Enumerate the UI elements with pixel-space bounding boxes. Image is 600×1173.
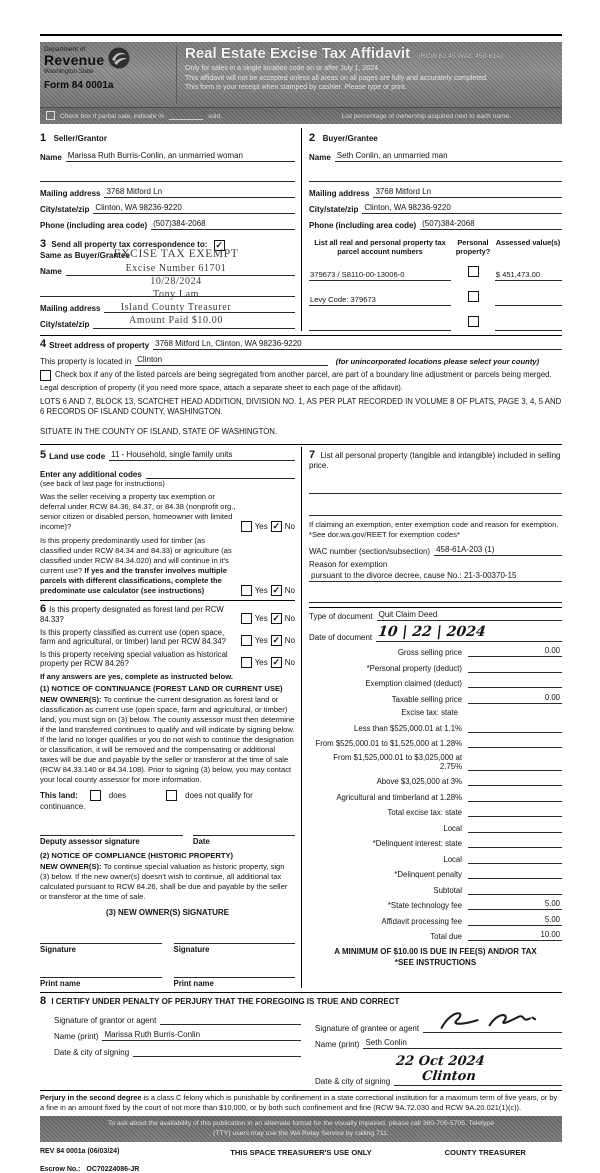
tax-line-label: Less than $525,000.01 at 1.1% xyxy=(354,723,462,733)
gross-selling-price-field[interactable]: 0.00 xyxy=(468,646,562,657)
grantor-name-field[interactable]: Marissa Ruth Burris-Conlin xyxy=(102,1030,301,1041)
does-not-label: does not qualify for xyxy=(185,791,253,801)
section-4-number: 4 xyxy=(40,338,47,350)
type-of-document-label: Type of document xyxy=(309,611,373,621)
section-7-number: 7 xyxy=(309,448,316,461)
seller-mailing-field[interactable]: 3768 Mitford Ln xyxy=(104,187,295,198)
s5-question-2 xyxy=(40,536,237,596)
escrow-number: OC70224086-JR xyxy=(86,1165,140,1173)
s6-p2-bold: NEW OWNER(S): xyxy=(40,862,102,872)
levy-code-field[interactable]: Levy Code: 379673 xyxy=(309,295,451,306)
tax-computation xyxy=(309,610,562,968)
reason-exemption-label: Reason for exemption xyxy=(309,559,388,569)
grantor-name-label: Name (print) xyxy=(54,1032,99,1042)
seller-csz-field[interactable]: Clinton, WA 98236-9220 xyxy=(93,203,295,214)
new-owner-print-field-1[interactable] xyxy=(40,967,162,978)
s6-q1-yes-checkbox[interactable] xyxy=(241,613,252,624)
exemption-claimed-field[interactable] xyxy=(468,677,562,688)
deputy-date-label: Date xyxy=(192,837,210,847)
buyer-mailing-label: Mailing address xyxy=(309,189,370,198)
parcel-table xyxy=(309,238,562,331)
agency-name: Revenue xyxy=(44,52,105,68)
sections-1-2-3 xyxy=(40,128,562,331)
s6-p1-text: To continue the current designation as forest land or classification as current use (open space, farm and agricultural, or timber) land, you must sign on (3) below. The county assessor must then determine if the land transferred continues to qualify and will indicate by signing below. If the land no longer qualifies or you do not wish to continue the designation or classification, it will be removed and the compensating or additional taxes will be due and payable by the seller or transferor at the time of sale (RCW 84.33.140 or 84.34.108). Prior to signing (3) below, you may contact your local county assessor for more information. xyxy=(40,695,295,785)
s6-question-3: Is this property receiving special valuation as historical property per RCW 84.26? xyxy=(40,650,228,669)
no-label: No xyxy=(284,586,295,596)
header-instruction-1: Only for sales in a single location code on or after July 1, 2024. xyxy=(185,64,380,72)
stamp-line-1: EXCISE TAX EXEMPT xyxy=(113,248,239,260)
section-6-number: 6 xyxy=(40,603,47,616)
grantor-date-label: Date & city of signing xyxy=(54,1048,130,1058)
land-use-label: Land use code xyxy=(49,451,106,461)
footer-row xyxy=(40,1148,562,1157)
delinquent-penalty-field[interactable] xyxy=(468,868,562,879)
state-technology-fee-field[interactable]: 5.00 xyxy=(468,899,562,910)
excise-tax-state-header: Excise tax: state xyxy=(401,708,458,718)
tax-line-label: Total due xyxy=(430,932,462,942)
deputy-assessor-signature-label: Deputy assessor signature xyxy=(40,837,140,847)
personal-property-col-header: Personal property? xyxy=(455,238,491,256)
seller-mailing-label: Mailing address xyxy=(40,189,101,198)
no-label: No xyxy=(284,521,295,531)
yes-label: Yes xyxy=(254,521,268,531)
section-5-number: 5 xyxy=(40,448,47,461)
s6-paragraph-1 xyxy=(40,695,295,785)
seller-name-extra-field[interactable] xyxy=(40,171,295,182)
section-1 xyxy=(40,128,295,230)
additional-codes-field[interactable] xyxy=(146,468,295,479)
s5-q2-yes-checkbox[interactable] xyxy=(241,585,252,596)
section-3-number: 3 xyxy=(40,238,47,250)
tax-line-label: Local xyxy=(443,823,462,833)
s6-heading-3: (3) NEW OWNER(S) SIGNATURE xyxy=(106,908,229,918)
taxable-selling-price-field[interactable]: 0.00 xyxy=(468,693,562,704)
stamp-line-6: Amount Paid $10.00 xyxy=(129,314,223,326)
seller-name-field[interactable]: Marissa Ruth Burris-Conlin, an unmarried woman xyxy=(66,151,295,162)
grantor-signature-label: Signature of grantor or agent xyxy=(54,1016,157,1026)
no-label: No xyxy=(284,658,295,668)
grantee-date-label: Date & city of signing xyxy=(315,1077,391,1087)
rate-1-field[interactable] xyxy=(468,722,562,733)
grantee-date-handwriting: 22 Oct 2024 xyxy=(395,1054,486,1070)
affidavit-form xyxy=(40,34,562,1173)
signature-label-2: Signature xyxy=(173,945,210,955)
s6-q3-yes-checkbox[interactable] xyxy=(241,657,252,668)
rate-2-field[interactable] xyxy=(468,737,562,748)
s6-q1-no-checkbox[interactable]: ✓ xyxy=(272,613,281,624)
perjury-bold: Perjury in the second degree xyxy=(40,1093,142,1103)
deputy-assessor-signature-field[interactable] xyxy=(40,825,183,836)
same-as-buyer-label: Same as Buyer/Grantee xyxy=(40,251,130,260)
yes-label: Yes xyxy=(254,614,268,624)
tax-line-label: From $525,000.01 to $1,525,000 at 1.28% xyxy=(315,739,462,749)
reason-exemption-field-2[interactable] xyxy=(309,592,562,603)
seller-phone-label: Phone (including area code) xyxy=(40,221,148,230)
title-block xyxy=(177,46,556,104)
s7-intro: List all personal property (tangible and intangible) included in selling price. xyxy=(309,450,561,470)
form-header xyxy=(40,42,562,107)
buyer-csz-label: City/state/zip xyxy=(309,205,359,214)
delinquent-interest-field[interactable] xyxy=(468,837,562,848)
local-field-2[interactable] xyxy=(468,853,562,864)
s6-note: If any answers are yes, complete as instructed below. xyxy=(40,672,234,682)
buyer-mailing-field[interactable]: 3768 Mitford Ln xyxy=(373,187,562,198)
header-instructions xyxy=(185,64,556,93)
stamp-line-3: 10/28/2024 xyxy=(150,275,202,287)
grantee-signature-field[interactable] xyxy=(423,1009,562,1033)
segregated-text: Check box if any of the listed parcels are being segregated from another parcel, are part of a boundary line adjustment or parcels being merged. xyxy=(55,370,552,379)
exemption-note: If claiming an exemption, enter exemption code and reason for exemption. *See dor.wa.gov/REET for exemption codes* xyxy=(309,519,559,539)
s6-q3-no-checkbox[interactable]: ✓ xyxy=(272,657,281,668)
section-7 xyxy=(309,449,562,603)
no-label: No xyxy=(284,636,295,646)
s5-q1-yes-checkbox[interactable] xyxy=(241,521,252,532)
seller-name-label: Name xyxy=(40,153,62,162)
form-title xyxy=(185,46,556,62)
personal-property-field-1[interactable] xyxy=(309,483,562,494)
corr-csz-field[interactable] xyxy=(93,318,295,329)
parcel-row xyxy=(309,263,562,281)
s6-question-2: Is this property classified as current use (open space, farm and agricultural, or timber) land per RCW 84.34? xyxy=(40,628,226,647)
see-instructions-note: *SEE INSTRUCTIONS xyxy=(394,958,477,968)
s6-question-1: Is this property designated as forest land per RCW 84.33? xyxy=(40,605,224,625)
yes-label: Yes xyxy=(254,586,268,596)
buyer-name-label: Name xyxy=(309,153,331,162)
personal-property-checkbox-3[interactable] xyxy=(468,316,479,327)
section-2-title: Buyer/Grantee xyxy=(322,134,378,143)
corr-name-field[interactable] xyxy=(66,265,295,276)
stamp-line-5: Island County Treasurer xyxy=(120,301,232,313)
seller-csz-label: City/state/zip xyxy=(40,205,90,214)
unincorporated-note: (for unincorporated locations please select your county) xyxy=(335,357,540,366)
parcel-number-field-3[interactable] xyxy=(309,320,451,331)
s6-q2-yes-checkbox[interactable] xyxy=(241,635,252,646)
tax-line-label: Above $3,025,000 at 3% xyxy=(376,777,462,787)
corr-mailing-label: Mailing address xyxy=(40,304,101,313)
tax-line-label: *State technology fee xyxy=(387,901,462,911)
tax-line-label: *Delinquent interest: state xyxy=(372,839,462,849)
s6-p2-text: To continue special valuation as historic property, sign (3) below. If the new owner(s) doesn't wish to continue, all additional tax calculated pursuant to RCW 84.26, shall be due and payable by the seller or transferor at the time of sale. xyxy=(40,862,288,902)
tax-line-label: Subtotal xyxy=(433,885,462,895)
buyer-phone-label: Phone (including area code) xyxy=(309,221,417,230)
s6-paragraph-2 xyxy=(40,862,295,902)
land-use-field[interactable]: 11 - Household, single family units xyxy=(109,450,295,461)
same-as-buyer-checkbox[interactable]: ✓ xyxy=(215,240,223,250)
divider xyxy=(40,600,295,601)
legal-description-label: Legal description of property (if you need more space, attach a separate sheet to each page of the affidavit). xyxy=(40,383,403,392)
county-treasurer-label: COUNTY TREASURER xyxy=(444,1147,526,1157)
minimum-due-note: A MINIMUM OF $10.00 IS DUE IN FEE(S) AND/OR TAX xyxy=(334,947,537,957)
accessibility-band xyxy=(40,1116,562,1142)
divider xyxy=(40,335,562,336)
agency-state: Washington State xyxy=(44,68,94,75)
tax-line-label: Affidavit processing fee xyxy=(381,916,462,926)
signature-label-1: Signature xyxy=(40,945,76,955)
partial-sale-percent-field[interactable] xyxy=(169,112,203,120)
s5-q1-no-checkbox[interactable]: ✓ xyxy=(272,520,281,531)
perjury-text: is a class C felony which is punishable by confinement in a state correctional institution for a maximum term of five years, or by a fine in an amount fixed by the court of not more than $10,000, or by both such confinement and fine (RCW 9A.72.030 and RCW 9A.20.021(1)(c)). xyxy=(40,1093,558,1113)
divider xyxy=(40,444,562,445)
tax-line-label: Local xyxy=(443,854,462,864)
header-instruction-2: This affidavit will not be accepted unless all areas on all pages are fully and accurately completed. xyxy=(185,74,488,82)
tax-line-label: Total excise tax: state xyxy=(387,808,462,818)
assessed-value-field-3[interactable] xyxy=(495,320,562,331)
street-address-label: Street address of property xyxy=(49,341,150,350)
type-of-document-field[interactable]: Quit Claim Deed xyxy=(377,610,562,621)
continuance-label: continuance. xyxy=(40,802,86,812)
date-of-document-handwriting: 10 | 22 | 2024 xyxy=(377,623,487,640)
s6-p1-bold: NEW OWNER(S): xyxy=(40,695,102,705)
accessibility-line-1: To ask about the availability of this publication in an alternate format for the visually impaired, please call 360-705-5705. Teletype xyxy=(107,1120,494,1128)
personal-property-checkbox-1[interactable] xyxy=(468,266,479,277)
escrow-label: Escrow No.: xyxy=(40,1165,81,1173)
corr-csz-label: City/state/zip xyxy=(40,320,90,329)
section-4 xyxy=(40,338,562,437)
segregated-checkbox[interactable] xyxy=(40,370,51,381)
yes-label: Yes xyxy=(254,636,268,646)
grantee-signature-scrawl xyxy=(433,1009,553,1033)
grantor-signature-field[interactable] xyxy=(160,1014,301,1025)
wac-number-label: WAC number (section/subsection) xyxy=(309,546,431,556)
located-in-label: This property is located in xyxy=(40,357,132,366)
ownership-note: List percentage of ownership acquired next to each name. xyxy=(341,113,511,120)
section-2-number: 2 xyxy=(309,132,316,144)
grantee-name-field[interactable]: Seth Conlin xyxy=(363,1038,562,1049)
print-name-label-2: Print name xyxy=(173,979,214,989)
new-owner-signature-field-2[interactable] xyxy=(174,933,296,944)
section-6 xyxy=(40,603,295,988)
parcel-row xyxy=(309,313,562,331)
section-8 xyxy=(40,995,562,1086)
accessibility-line-2: (TTY) users may use the WA Relay Service by calling 711. xyxy=(213,1130,389,1138)
deputy-date-field[interactable] xyxy=(193,825,295,836)
new-owner-print-field-2[interactable] xyxy=(174,967,296,978)
section-5 xyxy=(40,449,295,596)
form-title-text: Real Estate Excise Tax Affidavit xyxy=(185,45,411,62)
rate-3-field[interactable] xyxy=(468,760,562,771)
agency-dept-line: Department of xyxy=(44,46,86,53)
s6-q2-no-checkbox[interactable]: ✓ xyxy=(272,635,281,646)
seller-phone-field[interactable]: (507)384-2068 xyxy=(151,219,295,230)
buyer-name-extra-field[interactable] xyxy=(309,171,562,182)
section-1-number: 1 xyxy=(40,132,47,144)
assessed-value-field[interactable]: $ 451,473.00 xyxy=(495,270,562,281)
form-number: Form 84 0001a xyxy=(44,80,114,91)
wac-number-field[interactable]: 458-61A-203 (1) xyxy=(434,545,562,556)
print-name-label-1: Print name xyxy=(40,979,81,989)
tax-line-label: Agricultural and timberland at 1.28% xyxy=(336,792,462,802)
does-not-checkbox[interactable] xyxy=(166,790,177,801)
assessed-value-col-header: Assessed value(s) xyxy=(495,238,561,247)
affidavit-processing-fee-field[interactable]: 5.00 xyxy=(468,915,562,926)
tax-line-label: *Delinquent penalty xyxy=(394,870,462,880)
divider xyxy=(40,1090,562,1091)
s5-question-1: Was the seller receiving a property tax exemption or deferral under RCW 84.36, 84.37, or 84.38 (nonprofit org., senior citizen or disabled person, homeowner with limited income)? xyxy=(40,491,236,531)
section-2 xyxy=(309,128,562,230)
s5-q2-regular: Is this property predominantly used for timber (as classified under RCW 84.34 and 84.33) or agriculture (as classified under RCW 84.34.020) and will continue in it's current use? xyxy=(40,535,232,575)
date-of-document-label: Date of document xyxy=(309,632,373,642)
total-excise-state-field[interactable] xyxy=(468,806,562,817)
partial-sale-label: Check box if partial sale, indicate % xyxy=(60,113,165,120)
tax-line-label: From $1,525,000.01 to $3,025,000 at 2.75% xyxy=(333,752,462,771)
top-rule xyxy=(40,34,562,36)
reason-exemption-field[interactable]: pursuant to the divorce decree, cause No.: 21-3-00370-15 xyxy=(309,571,562,582)
treasurer-use-label: THIS SPACE TREASURER'S USE ONLY xyxy=(230,1147,372,1157)
sections-5-6-7 xyxy=(40,447,562,988)
perjury-notice xyxy=(40,1093,562,1113)
rate-4-field[interactable] xyxy=(468,775,562,786)
corr-name-label: Name xyxy=(40,267,62,276)
grantee-name-label: Name (print) xyxy=(315,1040,360,1050)
partial-sale-sold-label: sold. xyxy=(208,113,223,120)
legal-description-1: LOTS 6 AND 7, BLOCK 13, SCATCHET HEAD ADDITION, DIVISION NO. 1, AS PER PLAT RECORDED IN VOLUME 8 OF PLATS, PAGE 3, 4, 5 AND 6 RECORDS OF ISLAND COUNTY, WASHINGTON. xyxy=(40,397,562,417)
section-1-title: Seller/Grantor xyxy=(53,134,107,143)
s5-q2-bold: If yes and the transfer involves multiple parcels with different classifications, complete the predominate use calculator (see instructions) xyxy=(40,565,227,595)
does-checkbox[interactable] xyxy=(90,790,101,801)
header-instruction-3: This form is your receipt when stamped by cashier. Please type or print. xyxy=(185,84,407,92)
corr-mailing-field[interactable] xyxy=(104,302,295,313)
does-label: does xyxy=(108,791,127,801)
no-label: No xyxy=(284,614,295,624)
grantee-signature-label: Signature of grantee or agent xyxy=(315,1024,420,1034)
agency-block xyxy=(44,46,177,104)
certify-statement: I CERTIFY UNDER PENALTY OF PERJURY THAT THE FOREGOING IS TRUE AND CORRECT xyxy=(51,997,400,1007)
section-3 xyxy=(40,238,295,329)
escrow-line xyxy=(40,1166,562,1173)
yes-label: Yes xyxy=(254,658,268,668)
total-due-field[interactable]: 10.00 xyxy=(468,930,562,941)
section-8-number: 8 xyxy=(40,995,47,1008)
personal-property-checkbox-2[interactable] xyxy=(468,291,479,302)
new-owner-signature-field-1[interactable] xyxy=(40,933,162,944)
this-land-label: This land: xyxy=(40,791,78,801)
stamp-line-2: Excise Number 61701 xyxy=(125,262,227,274)
s5-q2-no-checkbox[interactable]: ✓ xyxy=(272,585,281,596)
s6-heading-1: (1) NOTICE OF CONTINUANCE (FOREST LAND OR CURRENT USE) xyxy=(40,684,283,694)
assessed-value-field-2[interactable] xyxy=(495,295,562,306)
tax-line-label: Exemption claimed (deduct) xyxy=(365,679,462,689)
divider xyxy=(40,992,562,993)
legal-description-2: SITUATE IN THE COUNTY OF ISLAND, STATE OF WASHINGTON. xyxy=(40,426,278,436)
partial-sale-band xyxy=(40,107,562,124)
parcel-number-field[interactable]: 379673 / S8110-00-13006-0 xyxy=(309,270,451,281)
located-in-field[interactable]: Clinton xyxy=(135,355,328,366)
stamp-line-4: Tony Lam xyxy=(152,288,200,300)
divider xyxy=(309,607,562,608)
date-of-document-field[interactable] xyxy=(376,624,562,642)
s6-heading-2: (2) NOTICE OF COMPLIANCE (HISTORIC PROPERTY) xyxy=(40,851,234,861)
rev-number: REV 84 0001a (06/03/24) xyxy=(40,1147,120,1155)
buyer-name-field[interactable]: Seth Conlin, an unmarried man xyxy=(335,151,562,162)
form-title-ref: (RCW 82.45 WAC 458-61A) xyxy=(418,53,504,60)
partial-sale-checkbox[interactable] xyxy=(46,111,55,120)
buyer-csz-field[interactable]: Clinton, WA 98236-9220 xyxy=(362,203,562,214)
local-field-1[interactable] xyxy=(468,822,562,833)
additional-codes-label: Enter any additional codes xyxy=(40,469,142,479)
additional-codes-note: (see back of last page for instructions) xyxy=(40,478,165,488)
personal-property-field-2[interactable] xyxy=(309,505,562,516)
subtotal-field[interactable] xyxy=(468,884,562,895)
grantee-city-handwriting: Clinton xyxy=(421,1069,477,1085)
parcel-row xyxy=(309,288,562,306)
grantee-date-field[interactable] xyxy=(394,1054,562,1086)
grantor-date-field[interactable] xyxy=(133,1046,301,1057)
section-3-intro: Send all property tax correspondence to: xyxy=(51,240,208,249)
tax-line-label: *Personal property (deduct) xyxy=(366,663,462,673)
corr-extra-field[interactable] xyxy=(40,286,295,297)
tax-line-label: Taxable selling price xyxy=(391,694,462,704)
agricultural-field[interactable] xyxy=(468,791,562,802)
revenue-logo-icon xyxy=(107,46,131,70)
parcel-col-header: List all real and personal property tax parcel account numbers xyxy=(314,238,446,256)
street-address-field[interactable]: 3768 Mitford Ln, Clinton, WA 98236-9220 xyxy=(153,339,562,350)
buyer-phone-field[interactable]: (507)384-2068 xyxy=(420,219,562,230)
personal-property-deduct-field[interactable] xyxy=(468,662,562,673)
tax-line-label: Gross selling price xyxy=(397,648,462,658)
